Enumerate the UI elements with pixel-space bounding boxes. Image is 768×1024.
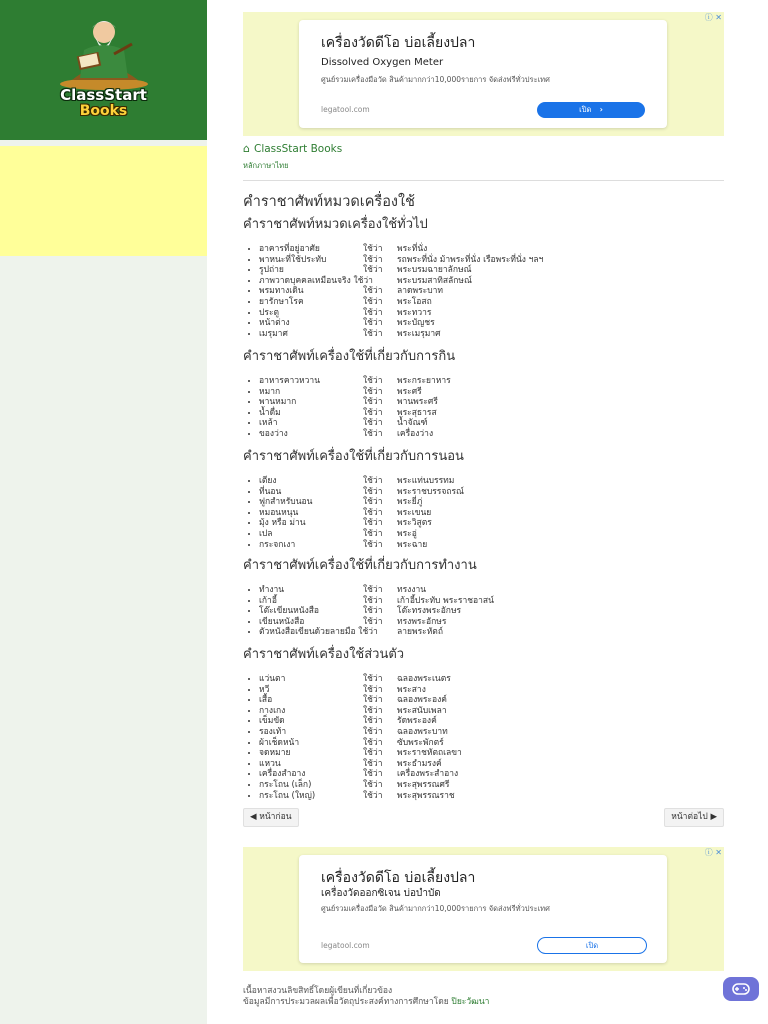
ad-open-label: เปิด	[579, 105, 592, 114]
section-eating	[243, 348, 724, 440]
term-royal-word: พระทวาร	[397, 307, 432, 318]
term-connector: ใช้ว่า	[363, 748, 383, 759]
term-royal-word: ทรงงาน	[397, 585, 427, 595]
term-royal-word: ลาดพระบาท	[397, 286, 444, 297]
term-connector: ใช้ว่า	[363, 790, 383, 801]
term-royal-word: ฉลองพระเนตร	[397, 674, 451, 684]
advertisement-bottom[interactable]	[243, 847, 724, 971]
ad-choices-close-icon[interactable]: ⓘ ✕	[704, 848, 722, 857]
term-connector: ใช้ว่า	[363, 726, 383, 737]
footer	[243, 986, 489, 1008]
term-word: หมอนหนุน	[259, 507, 299, 518]
term-connector: ใช้ว่า	[363, 328, 383, 339]
breadcrumb-home-link[interactable]: ClassStart Books	[253, 143, 343, 155]
home-icon[interactable]: ⌂	[243, 142, 250, 155]
ad-card[interactable]	[299, 855, 667, 963]
term-connector: ใช้ว่า	[363, 585, 383, 595]
term-royal-word: เก้าอี้ประทับ พระราชอาสน์	[397, 595, 494, 606]
ad-subtitle: เครื่องวัดออกซิเจน บ่อบำบัด	[321, 888, 441, 899]
list-item	[259, 244, 724, 255]
term-connector: ใช้ว่า	[363, 758, 383, 769]
term-royal-word: พระที่นั่ง	[397, 244, 428, 254]
list-item	[259, 376, 724, 387]
term-connector: ใช้ว่า	[363, 539, 383, 550]
term-word: เข็มขัด	[259, 716, 285, 727]
divider	[243, 180, 724, 181]
section-heading: คำราชาศัพท์เครื่องใช้ส่วนตัว	[243, 647, 405, 662]
term-word: หมาก	[259, 386, 281, 397]
list-item	[259, 329, 724, 340]
footer-credit-text: ข้อมูลมีการประมวลผลเพื่อวัตถุประสงค์ทางการศึกษาโดย	[243, 997, 449, 1007]
term-connector: ใช้ว่า	[363, 705, 383, 716]
term-word: กระจกเงา	[259, 539, 296, 550]
term-connector: ใช้ว่า	[363, 518, 383, 529]
section-heading: คำราชาศัพท์หมวดเครื่องใช้ทั่วไป	[243, 217, 428, 232]
ad-domain[interactable]: legatool.com	[321, 941, 370, 950]
section-general	[243, 216, 724, 339]
term-connector: ใช้ว่า	[363, 695, 383, 706]
term-word: ตัวหนังสือเขียนด้วยลายมือ ใช้ว่า	[259, 627, 378, 638]
term-royal-word: ฉลองพระบาท	[397, 726, 448, 737]
left-sidebar	[0, 0, 207, 1024]
word-list	[243, 585, 724, 638]
term-connector: ใช้ว่า	[363, 486, 383, 497]
term-royal-word: พระราชหัตถเลขา	[397, 748, 462, 759]
term-connector: ใช้ว่า	[363, 254, 383, 265]
previous-page-label: หน้าก่อน	[259, 812, 292, 822]
list-item	[259, 387, 724, 398]
next-page-button[interactable]	[664, 808, 724, 827]
term-royal-word: ฉลองพระองค์	[397, 695, 447, 706]
term-royal-word: พระราชบรรจถรณ์	[397, 486, 464, 497]
page-title: คำราชาศัพท์หมวดเครื่องใช้	[243, 194, 415, 210]
word-list	[243, 376, 724, 440]
term-royal-word: พระวิสูตร	[397, 518, 432, 529]
term-word: ทำงาน	[259, 585, 285, 595]
term-word: ประตู	[259, 307, 280, 318]
term-word: รองเท้า	[259, 726, 287, 737]
footer-author-link[interactable]: ปิยะวัฒนา	[451, 997, 490, 1007]
term-royal-word: พระยี่ภู่	[397, 497, 423, 508]
term-word: พานหมาก	[259, 397, 297, 408]
term-connector: ใช้ว่า	[363, 244, 383, 254]
term-word: แว่นตา	[259, 674, 286, 684]
term-connector: ใช้ว่า	[363, 528, 383, 539]
list-item	[259, 674, 724, 685]
term-word: จดหมาย	[259, 748, 291, 759]
chevron-left-icon: ◀	[250, 812, 257, 822]
term-word: อาหารคาวหวาน	[259, 376, 321, 386]
list-item	[259, 695, 724, 706]
section-working	[243, 557, 724, 638]
word-list	[243, 476, 724, 550]
term-word: กางเกง	[259, 705, 286, 716]
term-royal-word: พระบรมสาทิสลักษณ์	[397, 275, 472, 286]
term-royal-word: พระสุธารส	[397, 407, 437, 418]
section-heading: คำราชาศัพท์เครื่องใช้ที่เกี่ยวกับการทำงาน	[243, 558, 477, 573]
term-connector: ใช้ว่า	[363, 595, 383, 606]
list-item	[259, 318, 724, 329]
list-item	[259, 759, 724, 770]
list-item	[259, 685, 724, 696]
term-royal-word: พระธำมรงค์	[397, 758, 442, 769]
list-item	[259, 418, 724, 429]
chevron-right-icon: ›	[599, 105, 603, 114]
list-item	[259, 585, 724, 596]
term-royal-word: พระแท่นบรรทม	[397, 476, 455, 486]
footer-copyright: เนื้อหาสงวนลิขสิทธิ์โดยผู้เขียนที่เกี่ยวข้อง	[243, 986, 393, 996]
list-item	[259, 265, 724, 276]
ad-open-label: เปิด	[585, 941, 599, 950]
term-word: กระโถน (ใหญ่)	[259, 790, 316, 801]
term-royal-word: รถพระที่นั่ง ม้าพระที่นั่ง เรือพระที่นั่ง ฯลฯ	[397, 254, 544, 265]
footer-credit	[243, 997, 489, 1008]
list-item	[259, 596, 724, 607]
ad-choices-close-icon[interactable]: ⓘ ✕	[704, 13, 722, 22]
term-word: พรมทางเดิน	[259, 286, 304, 297]
word-list	[243, 674, 724, 801]
term-connector: ใช้ว่า	[363, 476, 383, 486]
term-royal-word: พระอู่	[397, 528, 417, 539]
term-royal-word: ทรงพระอักษร	[397, 616, 447, 627]
list-item	[259, 497, 724, 508]
section-sleeping	[243, 448, 724, 550]
term-word: โต๊ะเขียนหนังสือ	[259, 606, 320, 617]
main-content	[207, 0, 768, 1024]
list-item	[259, 727, 724, 738]
list-item	[259, 540, 724, 551]
list-item	[259, 617, 724, 628]
term-royal-word: รัดพระองค์	[397, 716, 437, 727]
term-royal-word: เครื่องว่าง	[397, 428, 434, 439]
term-connector: ใช้ว่า	[363, 286, 383, 297]
term-connector: ใช้ว่า	[363, 779, 383, 790]
term-royal-word: พระศรี	[397, 386, 422, 397]
term-royal-word: พระสุพรรณราช	[397, 790, 455, 801]
term-word: เขียนหนังสือ	[259, 616, 305, 627]
term-word: เมรุมาศ	[259, 328, 288, 339]
term-connector: ใช้ว่า	[363, 716, 383, 727]
term-royal-word: พระฉาย	[397, 539, 428, 550]
list-item	[259, 748, 724, 759]
term-word: เปล	[259, 528, 273, 539]
term-connector: ใช้ว่า	[363, 296, 383, 307]
term-word: ยารักษาโรค	[259, 296, 304, 307]
list-item	[259, 297, 724, 308]
term-word: อาคารที่อยู่อาศัย	[259, 244, 320, 254]
term-word: ผ้าเช็ดหน้า	[259, 737, 300, 748]
list-item	[259, 716, 724, 727]
term-connector: ใช้ว่า	[363, 397, 383, 408]
term-word: ของว่าง	[259, 428, 288, 439]
term-connector: ใช้ว่า	[363, 428, 383, 439]
logo-text-classstart: ClassStart	[60, 86, 147, 104]
ad-description: ศูนย์รวมเครื่องมือวัด สินค้ามากกว่า10,000รายการ จัดส่งฟรีทั่วประเทศ	[321, 75, 550, 84]
breadcrumb-category-link[interactable]: หลักภาษาไทย	[243, 161, 289, 170]
chevron-right-icon: ▶	[710, 812, 717, 822]
section-heading: คำราชาศัพท์เครื่องใช้ที่เกี่ยวกับการนอน	[243, 449, 464, 464]
term-royal-word: พระเมรุมาศ	[397, 328, 441, 339]
term-word: เก้าอี้	[259, 595, 277, 606]
list-item	[259, 487, 724, 498]
list-item	[259, 529, 724, 540]
term-royal-word: ซับพระพักตร์	[397, 737, 444, 748]
list-item	[259, 508, 724, 519]
term-connector: ใช้ว่า	[363, 674, 383, 684]
term-royal-word: เครื่องพระสำอาง	[397, 769, 459, 780]
term-royal-word: พานพระศรี	[397, 397, 438, 408]
term-connector: ใช้ว่า	[363, 769, 383, 780]
floating-game-button[interactable]	[723, 977, 759, 1001]
list-item	[259, 738, 724, 749]
list-item	[259, 408, 724, 419]
term-word: เตียง	[259, 476, 277, 486]
term-connector: ใช้ว่า	[363, 265, 383, 276]
term-connector: ใช้ว่า	[363, 307, 383, 318]
term-connector: ใช้ว่า	[363, 407, 383, 418]
term-word: หน้าต่าง	[259, 318, 290, 329]
ad-open-button[interactable]	[537, 937, 647, 954]
term-connector: ใช้ว่า	[363, 386, 383, 397]
term-royal-word: พระโอสถ	[397, 296, 432, 307]
ad-subtitle: Dissolved Oxygen Meter	[321, 57, 444, 68]
section-personal	[243, 646, 724, 801]
term-word: ฟูกสำหรับนอน	[259, 497, 313, 508]
term-royal-word: ลายพระหัตถ์	[397, 627, 443, 638]
term-word: ภาพวาดบุคคลเหมือนจริง ใช้ว่า	[259, 275, 373, 286]
term-royal-word: พระสนับเพลา	[397, 705, 447, 716]
term-word: น้ำดื่ม	[259, 407, 281, 418]
list-item	[259, 606, 724, 617]
term-connector: ใช้ว่า	[363, 606, 383, 617]
term-connector: ใช้ว่า	[363, 376, 383, 386]
term-royal-word: พระสาง	[397, 684, 426, 695]
list-item	[259, 706, 724, 717]
term-royal-word: โต๊ะทรงพระอักษร	[397, 606, 462, 617]
ad-description: ศูนย์รวมเครื่องมือวัด สินค้ามากกว่า10,000รายการ จัดส่งฟรีทั่วประเทศ	[321, 904, 550, 913]
site-logo[interactable]	[0, 0, 207, 140]
advertisement-top[interactable]	[243, 12, 724, 136]
term-royal-word: พระสุพรรณศรี	[397, 779, 450, 790]
gamepad-icon	[732, 982, 750, 996]
ad-title[interactable]: เครื่องวัดดีโอ บ่อเลี้ยงปลา	[321, 870, 476, 886]
term-word: กระโถน (เล็ก)	[259, 779, 312, 790]
list-item	[259, 397, 724, 408]
sidebar-yellow-panel	[0, 146, 207, 256]
term-royal-word: พระบรมฉายาลักษณ์	[397, 265, 472, 276]
term-royal-word: พระเขนย	[397, 507, 432, 518]
list-item	[259, 791, 724, 802]
next-page-label: หน้าต่อไป	[671, 812, 708, 822]
term-royal-word: น้ำจัณฑ์	[397, 418, 428, 429]
term-connector: ใช้ว่า	[363, 418, 383, 429]
list-item	[259, 308, 724, 319]
term-connector: ใช้ว่า	[363, 616, 383, 627]
ad-open-button[interactable]	[537, 102, 645, 118]
term-connector: ใช้ว่า	[363, 497, 383, 508]
list-item	[259, 780, 724, 791]
ad-domain[interactable]: legatool.com	[321, 105, 370, 114]
list-item	[259, 286, 724, 297]
term-royal-word: พระกระยาหาร	[397, 376, 451, 386]
term-connector: ใช้ว่า	[363, 318, 383, 329]
breadcrumb[interactable]	[243, 142, 342, 155]
term-word: หวี	[259, 684, 270, 695]
scholar-reading-logo-icon	[54, 14, 154, 90]
list-item	[259, 255, 724, 266]
term-connector: ใช้ว่า	[363, 507, 383, 518]
previous-page-button[interactable]	[243, 808, 299, 827]
list-item	[259, 276, 724, 287]
ad-title[interactable]: เครื่องวัดดีโอ บ่อเลี้ยงปลา	[321, 35, 476, 51]
list-item	[259, 429, 724, 440]
list-item	[259, 476, 724, 487]
word-list	[243, 244, 724, 339]
section-heading: คำราชาศัพท์เครื่องใช้ที่เกี่ยวกับการกิน	[243, 349, 456, 364]
list-item	[259, 627, 724, 638]
term-word: ที่นอน	[259, 486, 282, 497]
list-item	[259, 518, 724, 529]
term-word: มุ้ง หรือ ม่าน	[259, 518, 306, 529]
term-word: แหวน	[259, 758, 281, 769]
term-connector: ใช้ว่า	[363, 684, 383, 695]
term-word: เสื้อ	[259, 695, 273, 706]
term-word: พาหนะที่ใช้ประทับ	[259, 254, 327, 265]
logo-text-books: Books	[79, 103, 128, 119]
term-connector: ใช้ว่า	[363, 737, 383, 748]
ad-card[interactable]	[299, 20, 667, 128]
term-royal-word: พระบัญชร	[397, 318, 435, 329]
term-word: เหล้า	[259, 418, 278, 429]
list-item	[259, 769, 724, 780]
term-word: เครื่องสำอาง	[259, 769, 306, 780]
term-word: รูปถ่าย	[259, 265, 284, 276]
